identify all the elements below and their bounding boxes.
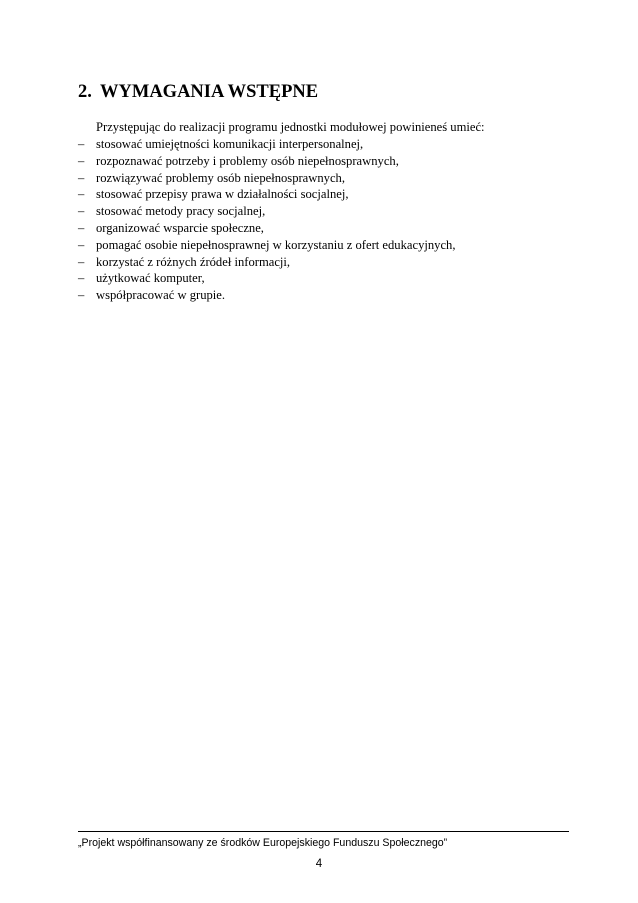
list-item xyxy=(78,237,456,254)
list-item-text: użytkować komputer, xyxy=(96,271,205,286)
list-item-text: pomagać osobie niepełnosprawnej w korzystaniu z ofert edukacyjnych, xyxy=(96,237,456,252)
bullet-dash: – xyxy=(78,187,85,202)
bullet-dash: – xyxy=(78,254,85,269)
list-item-text: rozwiązywać problemy osób niepełnosprawnych, xyxy=(96,170,345,185)
section-title: WYMAGANIA WSTĘPNE xyxy=(100,82,319,102)
list-item-text: stosować przepisy prawa w działalności socjalnej, xyxy=(96,187,349,202)
list-item-text: stosować metody pracy socjalnej, xyxy=(96,204,266,219)
list-item xyxy=(78,170,456,187)
bullet-dash: – xyxy=(78,237,85,252)
bullet-dash: – xyxy=(78,271,85,286)
list-item xyxy=(78,254,456,271)
list-item xyxy=(78,220,456,237)
list-item-text: organizować wsparcie społeczne, xyxy=(96,220,264,235)
bullet-dash: – xyxy=(78,220,85,235)
section-heading xyxy=(78,80,318,104)
bullet-dash: – xyxy=(78,137,85,151)
list-item xyxy=(78,270,456,287)
section-number: 2. xyxy=(78,82,92,102)
footer-divider xyxy=(78,831,569,832)
list-item xyxy=(78,287,456,304)
bullet-dash: – xyxy=(78,204,85,219)
requirements-list xyxy=(78,136,456,304)
list-item xyxy=(78,203,456,220)
footer-funding-note: „Projekt współfinansowany ze środków Europejskiego Funduszu Społecznego” xyxy=(78,837,448,849)
list-item xyxy=(78,136,456,153)
list-item xyxy=(78,186,456,203)
bullet-dash: – xyxy=(78,288,85,303)
page-number: 4 xyxy=(315,858,323,870)
list-item-text: korzystać z różnych źródeł informacji, xyxy=(96,254,291,269)
list-item-text: współpracować w grupie. xyxy=(96,288,226,303)
bullet-dash: – xyxy=(78,153,85,168)
list-item-text: stosować umiejętności komunikacji interpersonalnej, xyxy=(96,137,364,151)
intro-text: Przystępując do realizacji programu jednostki modułowej powinieneś umieć: xyxy=(96,120,485,134)
list-item xyxy=(78,153,456,170)
list-item-text: rozpoznawać potrzeby i problemy osób niepełnosprawnych, xyxy=(96,153,399,168)
bullet-dash: – xyxy=(78,170,85,185)
